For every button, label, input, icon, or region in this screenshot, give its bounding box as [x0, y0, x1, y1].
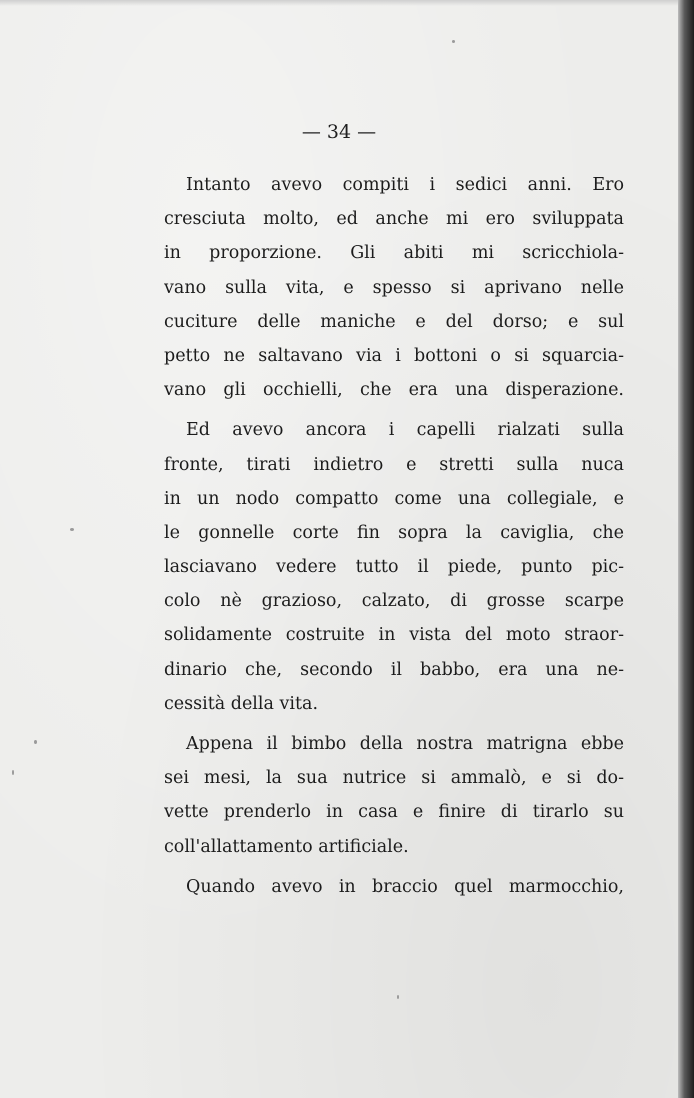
text-line: in un nodo compatto come una collegiale, e [164, 488, 624, 509]
text-line: cuciture delle maniche e del dorso; e sul [164, 311, 624, 332]
text-line: in proporzione. Gli abiti mi scricchiola- [164, 243, 624, 264]
text-line: Quando avevo in braccio quel marmocchio, [186, 876, 624, 897]
text-line: Appena il bimbo della nostra matrigna ebbe [186, 734, 624, 754]
text-line: fronte, tirati indietro e stretti sulla nuca [164, 454, 624, 475]
body-text [164, 168, 624, 910]
text-line: lasciavano vedere tutto il piede, punto pic- [164, 557, 624, 578]
paper-speck [70, 528, 74, 531]
text-line: Ed avevo ancora i capelli rialzati sulla [186, 420, 624, 441]
paper-speck [12, 770, 14, 775]
text-line: Intanto avevo compiti i sedici anni. Ero [186, 175, 624, 195]
text-line: cessità della vita. [164, 693, 319, 714]
text-line: coll'allattamento artificiale. [164, 836, 409, 857]
text-line: dinario che, secondo il babbo, era una ne- [164, 659, 624, 680]
text-line: solidamente costruite in vista del moto straor- [164, 625, 624, 646]
text-line: sei mesi, la sua nutrice si ammalò, e si do- [164, 768, 624, 789]
text-line: vano gli occhielli, che era una disperazione. [164, 380, 624, 401]
page-top-edge [0, 0, 678, 6]
text-line: vano sulla vita, e spesso si aprivano nelle [164, 277, 624, 298]
paper-speck [397, 995, 399, 999]
text-line: cresciuta molto, ed anche mi ero sviluppata [164, 209, 624, 230]
page-number: — 34 — [301, 121, 377, 143]
text-line: colo nè grazioso, calzato, di grosse scarpe [164, 591, 624, 612]
text-line: le gonnelle corte fin sopra la caviglia, che [164, 522, 624, 543]
paragraph-3 [164, 727, 624, 864]
paper-speck [34, 740, 37, 744]
paragraph-2 [164, 413, 624, 721]
paragraph-4 [164, 870, 624, 904]
text-line: petto ne saltavano via i bottoni o si squarcia- [164, 345, 624, 366]
paper-speck [452, 40, 455, 43]
paragraph-1 [164, 168, 624, 407]
book-spine-shadow [678, 0, 694, 1098]
text-line: vette prenderlo in casa e finire di tirarlo su [164, 802, 624, 823]
